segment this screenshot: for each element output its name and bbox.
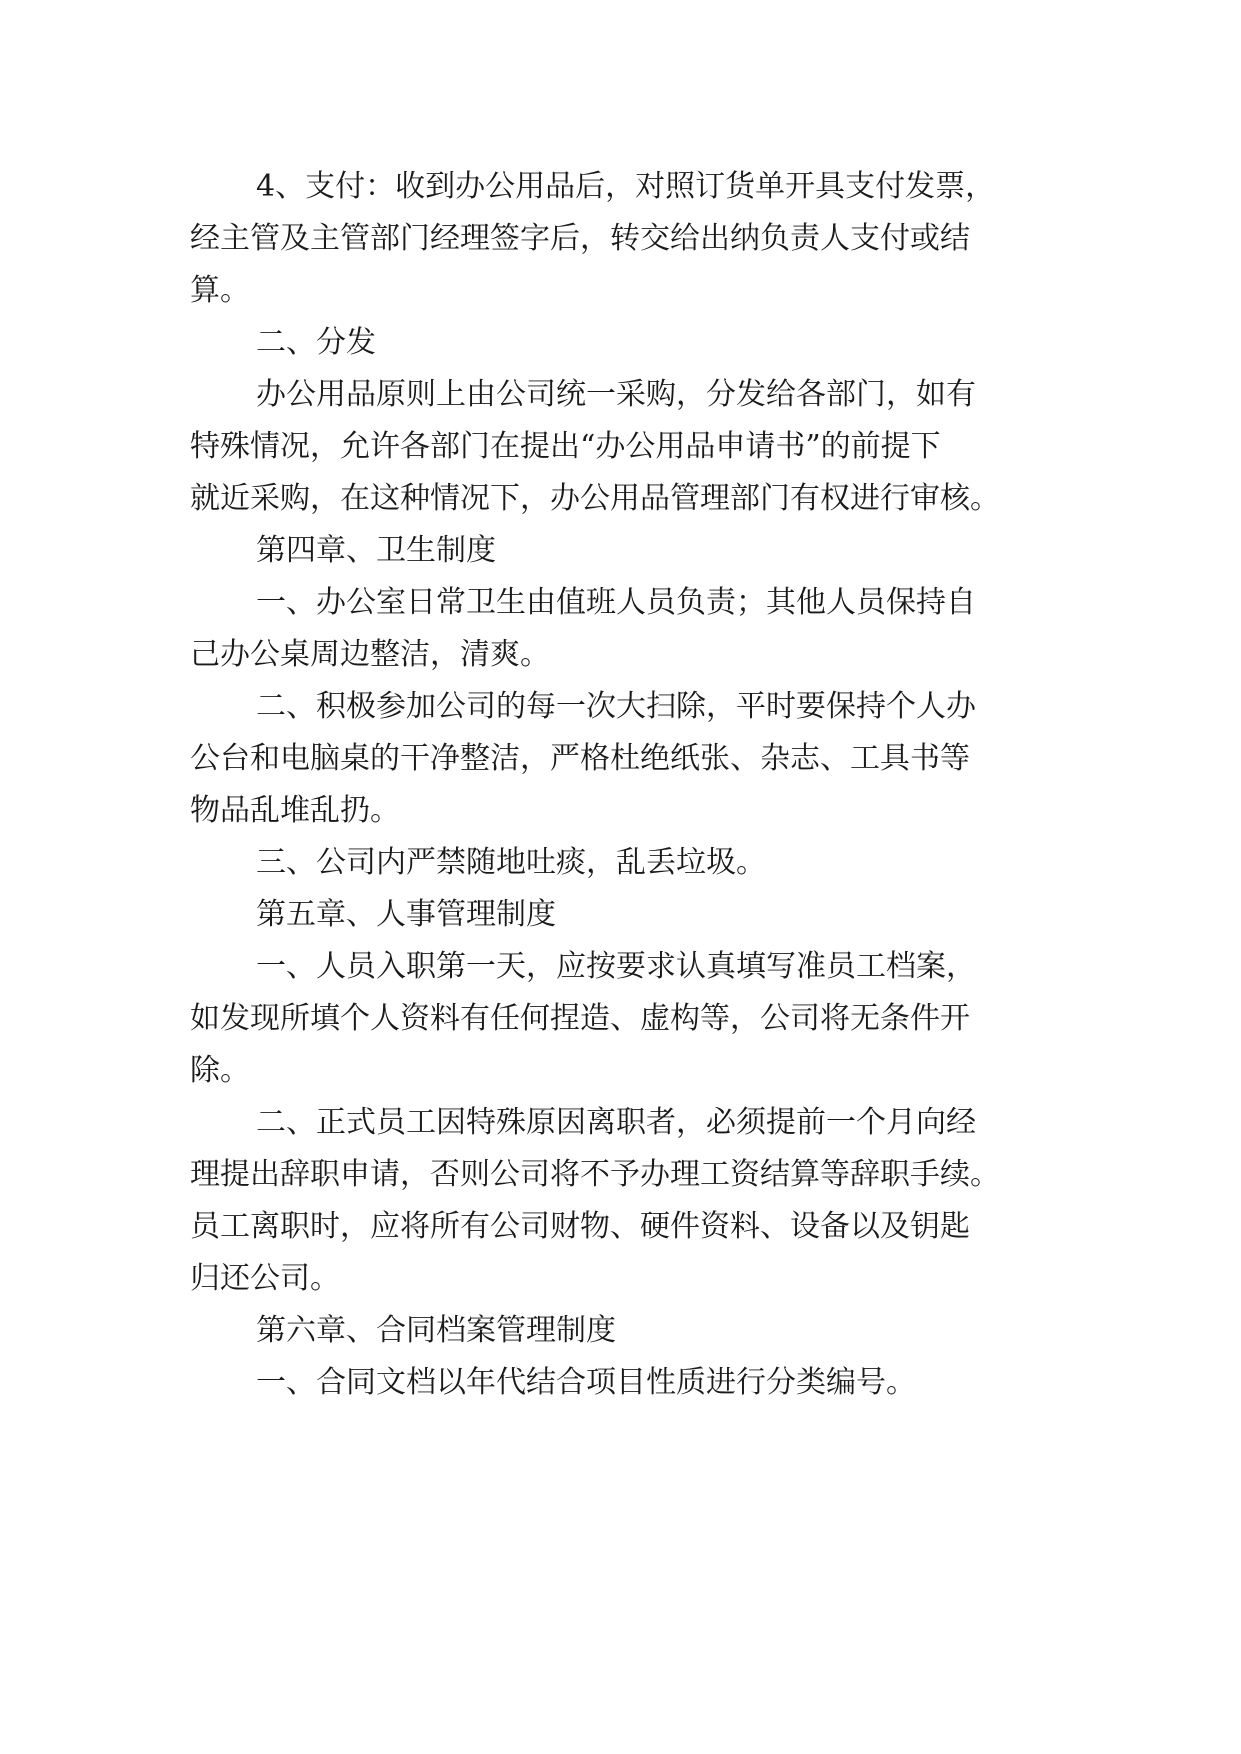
paragraph-line: 理提出辞职申请，否则公司将不予办理工资结算等辞职手续。 bbox=[190, 1157, 1000, 1192]
chapter-heading: 第五章、人事管理制度 bbox=[256, 897, 556, 932]
paragraph-line: 二、积极参加公司的每一次大扫除，平时要保持个人办 bbox=[256, 689, 976, 724]
paragraph-line: 三、公司内严禁随地吐痰，乱丢垃圾。 bbox=[256, 845, 766, 880]
paragraph-line: 一、人员入职第一天，应按要求认真填写准员工档案， bbox=[256, 949, 976, 984]
paragraph-line: 就近采购，在这种情况下，办公用品管理部门有权进行审核。 bbox=[190, 481, 1000, 516]
paragraph-line: 如发现所填个人资料有任何捏造、虚构等，公司将无条件开 bbox=[190, 1001, 970, 1036]
paragraph-line: 己办公桌周边整洁，清爽。 bbox=[190, 637, 550, 672]
paragraph-line: 特殊情况，允许各部门在提出“办公用品申请书”的前提下 bbox=[190, 429, 941, 464]
paragraph-line: 公台和电脑桌的干净整洁，严格杜绝纸张、杂志、工具书等 bbox=[190, 741, 970, 776]
paragraph-line: 一、办公室日常卫生由值班人员负责；其他人员保持自 bbox=[256, 585, 976, 620]
paragraph-line: 除。 bbox=[190, 1053, 250, 1088]
paragraph-line: 经主管及主管部门经理签字后，转交给出纳负责人支付或结 bbox=[190, 221, 970, 256]
paragraph-line: 一、合同文档以年代结合项目性质进行分类编号。 bbox=[256, 1365, 916, 1400]
paragraph-line: 归还公司。 bbox=[190, 1261, 340, 1296]
paragraph-line: 办公用品原则上由公司统一采购，分发给各部门，如有 bbox=[256, 377, 976, 412]
section-heading: 二、分发 bbox=[256, 325, 376, 360]
paragraph-line: 员工离职时，应将所有公司财物、硬件资料、设备以及钥匙 bbox=[190, 1209, 970, 1244]
paragraph-line: 二、正式员工因特殊原因离职者，必须提前一个月向经 bbox=[256, 1105, 976, 1140]
chapter-heading: 第四章、卫生制度 bbox=[256, 533, 496, 568]
paragraph-line: 物品乱堆乱扔。 bbox=[190, 793, 400, 828]
chapter-heading: 第六章、合同档案管理制度 bbox=[256, 1313, 616, 1348]
paragraph-line: 算。 bbox=[190, 273, 250, 308]
paragraph-line: 4、支付：收到办公用品后，对照订货单开具支付发票， bbox=[256, 169, 996, 204]
